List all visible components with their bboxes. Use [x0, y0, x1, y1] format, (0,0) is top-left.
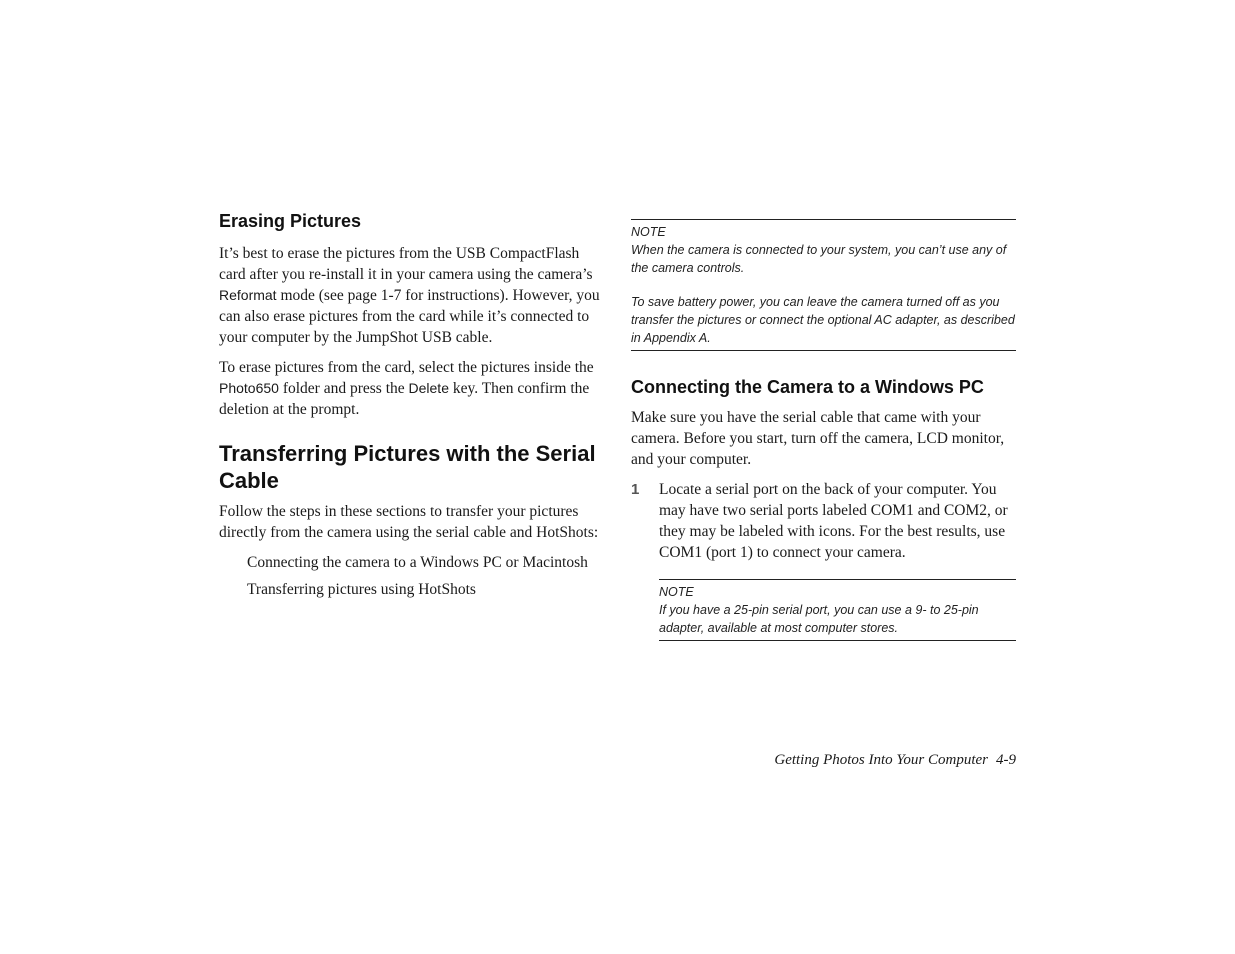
erasing-p2-text-c: key. Then confirm the deletion at the prompt. [219, 380, 590, 418]
note-text: To save battery power, you can leave the camera turned off as you transfer the pictures or connect the optional AC adapter, as described in Appendix A. [631, 295, 1015, 345]
page-number: 4-9 [996, 752, 1016, 768]
photo650-folder-label: Photo650 [219, 380, 279, 396]
connecting-camera-heading: Connecting the Camera to a Windows PC [631, 377, 984, 397]
erasing-paragraph-2 [219, 357, 607, 420]
page-footer [774, 750, 1016, 770]
right-column [631, 219, 1016, 641]
left-column [219, 208, 607, 606]
note-label: NOTE [659, 585, 694, 599]
note-box-camera-controls [631, 219, 1016, 351]
note-text: When the camera is connected to your system, you can’t use any of the camera controls. [631, 243, 1007, 275]
erasing-p1-text-a: It’s best to erase the pictures from the USB CompactFlash card after you re-install it in your camera using the camera’s [219, 245, 593, 283]
step-text: Locate a serial port on the back of your computer. You may have two serial ports labeled COM1 and COM2, or they may be labeled with icons. For the best results, use COM1 (port 1) to connect your camera. [659, 481, 1008, 561]
erasing-p1-text-b: mode (see page 1-7 for instructions). However, you can also erase pictures from the card while it’s connected to your computer by the JumpShot USB cable. [219, 287, 600, 346]
connect-paragraph: Make sure you have the serial cable that came with your camera. Before you start, turn off the camera, LCD monitor, and your computer. [631, 409, 1005, 468]
transfer-topic-list [219, 552, 607, 600]
list-item: Connecting the camera to a Windows PC or Macintosh [247, 554, 588, 571]
step-1 [631, 479, 1016, 563]
transfer-paragraph: Follow the steps in these sections to transfer your pictures directly from the camera using the serial cable and HotShots: [219, 503, 599, 541]
transferring-pictures-heading: Transferring Pictures with the Serial Cable [219, 441, 596, 493]
reformat-mode-label: Reformat [219, 287, 277, 303]
erasing-p2-text-a: To erase pictures from the card, select the pictures inside the [219, 359, 594, 376]
running-title: Getting Photos Into Your Computer [774, 752, 988, 768]
list-item: Transferring pictures using HotShots [247, 581, 476, 598]
step-number: 1 [631, 481, 640, 498]
erasing-pictures-heading: Erasing Pictures [219, 211, 362, 231]
erasing-paragraph-1 [219, 243, 607, 348]
note-text: If you have a 25-pin serial port, you can use a 9- to 25-pin adapter, available at most computer stores. [659, 603, 979, 635]
note-box-serial-adapter [659, 579, 1016, 641]
erasing-p2-text-b: folder and press the [278, 380, 409, 397]
delete-key-label: Delete [408, 380, 449, 396]
note-label: NOTE [631, 225, 666, 239]
